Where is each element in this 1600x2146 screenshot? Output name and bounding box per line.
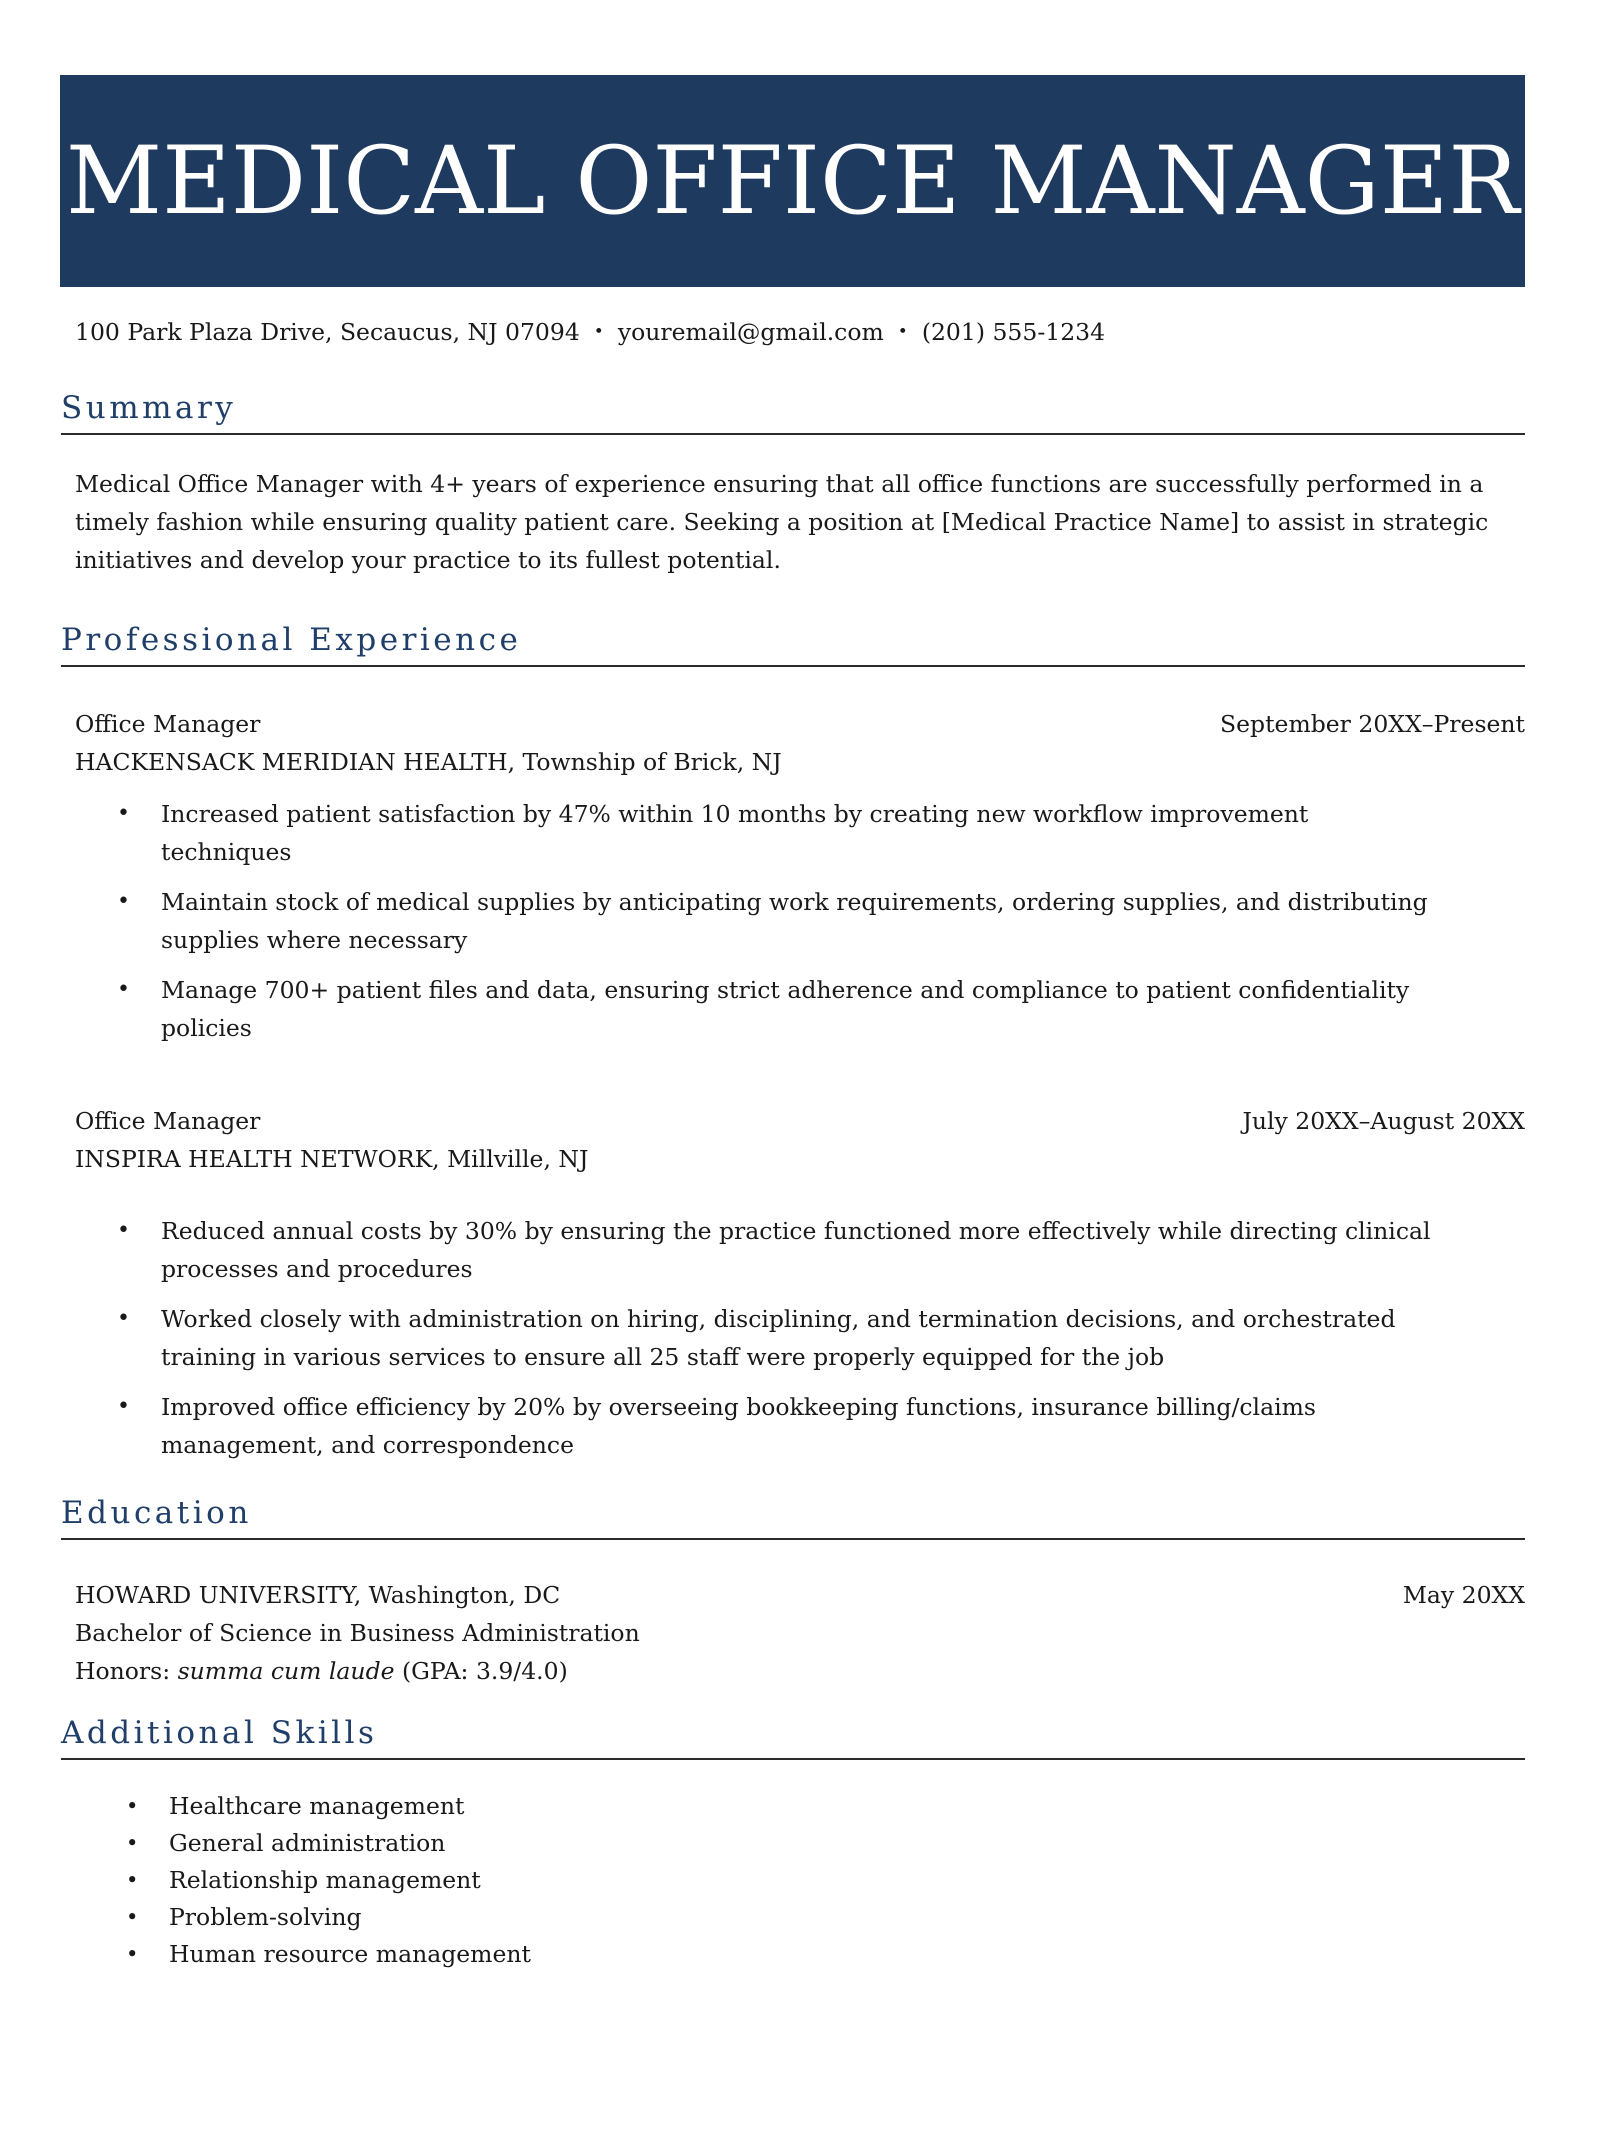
education-section: [61, 1494, 1525, 1690]
education-degree: Bachelor of Science in Business Administration: [75, 1619, 640, 1647]
job-bullet-list: [75, 795, 1525, 1047]
education-honors-gpa: (GPA: 3.9/4.0): [394, 1657, 568, 1685]
skills-heading: Additional Skills: [61, 1714, 1525, 1760]
job-bullet: • Increased patient satisfaction by 47% within 10 months by creating new workflow improvement techniques: [75, 795, 1435, 871]
resume-body: [61, 317, 1525, 1973]
contact-phone: (201) 555-1234: [921, 318, 1106, 346]
job-bullet: • Improved office efficiency by 20% by overseeing bookkeeping functions, insurance billing/claims management, and correspondence: [75, 1388, 1435, 1464]
job-title: Office Manager: [75, 1107, 261, 1135]
education-header: [75, 1576, 1525, 1614]
summary-section: [61, 389, 1525, 579]
summary-heading: Summary: [61, 389, 1525, 435]
skill-item: • Healthcare management: [75, 1788, 1525, 1825]
contact-separator-icon: •: [593, 322, 604, 342]
contact-line: [75, 317, 1525, 347]
job-title: Office Manager: [75, 710, 261, 738]
job-bullet: • Manage 700+ patient files and data, ensuring strict adherence and compliance to patient confidentiality policies: [75, 971, 1435, 1047]
skill-item: • General administration: [75, 1825, 1525, 1862]
job-entry: [75, 1102, 1525, 1464]
job-header: [75, 705, 1525, 743]
education-entry: [75, 1576, 1525, 1690]
skills-list: [75, 1788, 1525, 1973]
experience-section: [61, 621, 1525, 1464]
job-entry: [75, 705, 1525, 1047]
education-honors: [75, 1652, 1525, 1690]
education-school: HOWARD UNIVERSITY, Washington, DC: [75, 1581, 561, 1609]
skill-item: • Problem-solving: [75, 1899, 1525, 1936]
job-dates: July 20XX–August 20XX: [1242, 1107, 1525, 1135]
education-honors-label: Honors:: [75, 1657, 178, 1685]
job-company: INSPIRA HEALTH NETWORK, Millville, NJ: [75, 1145, 589, 1173]
job-bullet: • Maintain stock of medical supplies by anticipating work requirements, ordering supplies, and distributing supplies where necessary: [75, 883, 1435, 959]
contact-separator-icon: •: [897, 322, 908, 342]
contact-address: 100 Park Plaza Drive, Secaucus, NJ 07094: [75, 318, 580, 346]
contact-email: youremail@gmail.com: [617, 318, 884, 346]
education-heading: Education: [61, 1494, 1525, 1540]
page-title: MEDICAL OFFICE MANAGER: [65, 126, 1520, 236]
skill-item: • Relationship management: [75, 1862, 1525, 1899]
title-banner: [60, 75, 1525, 287]
job-dates: September 20XX–Present: [1220, 710, 1525, 738]
job-bullet-list: [75, 1212, 1525, 1464]
skill-item: • Human resource management: [75, 1936, 1525, 1973]
experience-heading: Professional Experience: [61, 621, 1525, 667]
summary-text: Medical Office Manager with 4+ years of experience ensuring that all office functions are successfully performed in a timely fashion while ensuring quality patient care. Seeking a position at [Medical Practice Name] to assist in strategic initiatives and develop your practice to its fullest potential.: [75, 470, 1489, 574]
skills-section: [61, 1714, 1525, 1973]
education-dates: May 20XX: [1402, 1581, 1525, 1609]
job-header: [75, 1102, 1525, 1140]
job-bullet: • Worked closely with administration on hiring, disciplining, and termination decisions, and orchestrated training in various services to ensure all 25 staff were properly equipped for the job: [75, 1300, 1435, 1376]
job-company: HACKENSACK MERIDIAN HEALTH, Township of Brick, NJ: [75, 748, 782, 776]
job-bullet: • Reduced annual costs by 30% by ensuring the practice functioned more effectively while directing clinical processes and procedures: [75, 1212, 1435, 1288]
education-honors-latin: summa cum laude: [177, 1657, 395, 1685]
